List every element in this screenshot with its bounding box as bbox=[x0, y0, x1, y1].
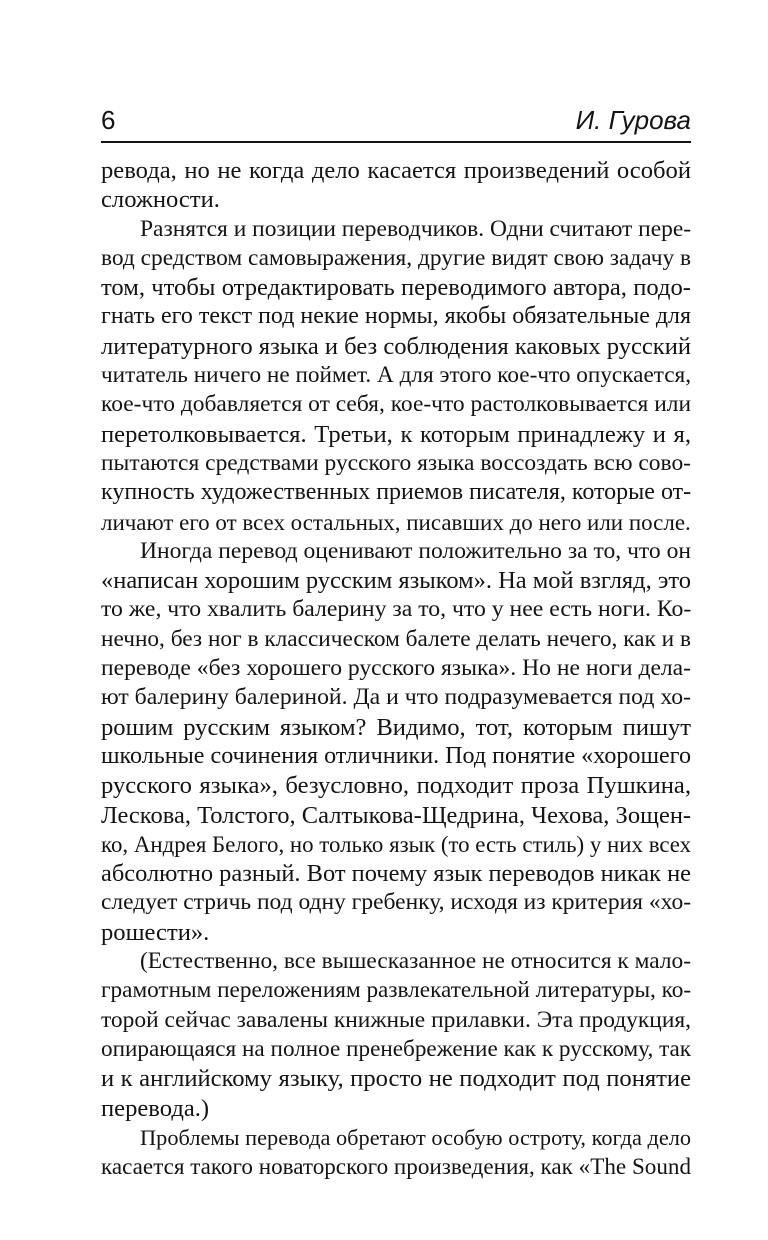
text-line: том, чтобы отредактировать переводимого автора, подо- bbox=[101, 274, 691, 302]
running-head bbox=[101, 102, 691, 138]
text-line: ют балерину балериной. Да и что подразумевается под хо- bbox=[101, 684, 691, 711]
text-line: купность художественных приемов писателя, которые от- bbox=[101, 479, 692, 506]
header-rule bbox=[101, 141, 691, 143]
text-line: ревода, но не когда дело касается произведений особой bbox=[101, 157, 691, 184]
text-line: гнать его текст под некие нормы, якобы обязательные для bbox=[101, 303, 691, 330]
text-line: кое-что добавляется от себя, кое-что растолковывается или bbox=[101, 391, 692, 418]
book-page bbox=[101, 102, 692, 1180]
text-line: торой сейчас завалены книжные прилавки. Эта продукция, bbox=[101, 1006, 692, 1033]
text-line: литературного языка и без соблюдения каковых русский bbox=[101, 332, 691, 360]
text-line: «написан хорошим русским языком». На мой взгляд, это bbox=[101, 567, 691, 595]
text-line: ко, Андрея Белого, но только язык (то есть стиль) у них всех bbox=[101, 831, 692, 857]
text-line: рошести». bbox=[101, 918, 210, 946]
text-line: вод средством самовыражения, другие видят свою задачу в bbox=[101, 244, 692, 271]
text-line: грамотным переложениям развлекательной литературы, ко- bbox=[101, 977, 692, 1004]
text-line: Разнятся и позиции переводчиков. Одни считают пере- bbox=[140, 215, 692, 242]
text-line: пытаются средствами русского языка воссоздать всю сово- bbox=[101, 449, 691, 476]
running-title: И. Гурова bbox=[575, 105, 691, 135]
text-line: переводе «без хорошего русского языка». Но не ноги дела- bbox=[101, 655, 691, 682]
text-line: касается такого новаторского произведения, как «The Sound bbox=[101, 1153, 692, 1180]
text-line: русского языка», безусловно, подходит проза Пушкина, bbox=[101, 772, 691, 800]
text-line: рошим русским языком? Видимо, тот, которым пишут bbox=[101, 713, 691, 741]
text-line: опирающаяся на полное пренебрежение как к русскому, так bbox=[101, 1035, 691, 1062]
text-line: то же, что хвалить балерину за то, что у нее есть ноги. Ко- bbox=[101, 596, 692, 623]
text-line: абсолютно разный. Вот почему язык переводов никак не bbox=[101, 860, 691, 888]
text-line: читатель ничего не поймет. А для этого кое-что опускается, bbox=[101, 362, 691, 389]
text-line: Лескова, Толстого, Салтыкова-Щедрина, Чехова, Зощен- bbox=[101, 801, 692, 829]
text-line: личают его от всех остальных, писавших до него или после. bbox=[101, 509, 691, 535]
page-number: 6 bbox=[101, 105, 116, 135]
text-line: сложности. bbox=[101, 186, 220, 214]
body-text bbox=[101, 156, 691, 1181]
text-line: перетолковывается. Третьи, к которым принадлежу и я, bbox=[101, 420, 691, 448]
text-line: нечно, без ног в классическом балете делать нечего, как и в bbox=[101, 625, 691, 652]
text-line: (Естественно, все вышесказанное не относится к мало- bbox=[140, 948, 691, 975]
text-line: и к английскому языку, просто не подходит под понятие bbox=[101, 1065, 691, 1093]
text-line: школьные сочинения отличники. Под понятие «хорошего bbox=[101, 742, 691, 769]
text-line: следует стричь под одну гребенку, исходя из критерия «хо- bbox=[101, 889, 692, 916]
text-line: Иногда перевод оценивают положительно за то, что он bbox=[140, 537, 691, 564]
text-line: Проблемы перевода обретают особую остроту, когда дело bbox=[140, 1124, 692, 1150]
text-line: перевода.) bbox=[101, 1094, 210, 1122]
